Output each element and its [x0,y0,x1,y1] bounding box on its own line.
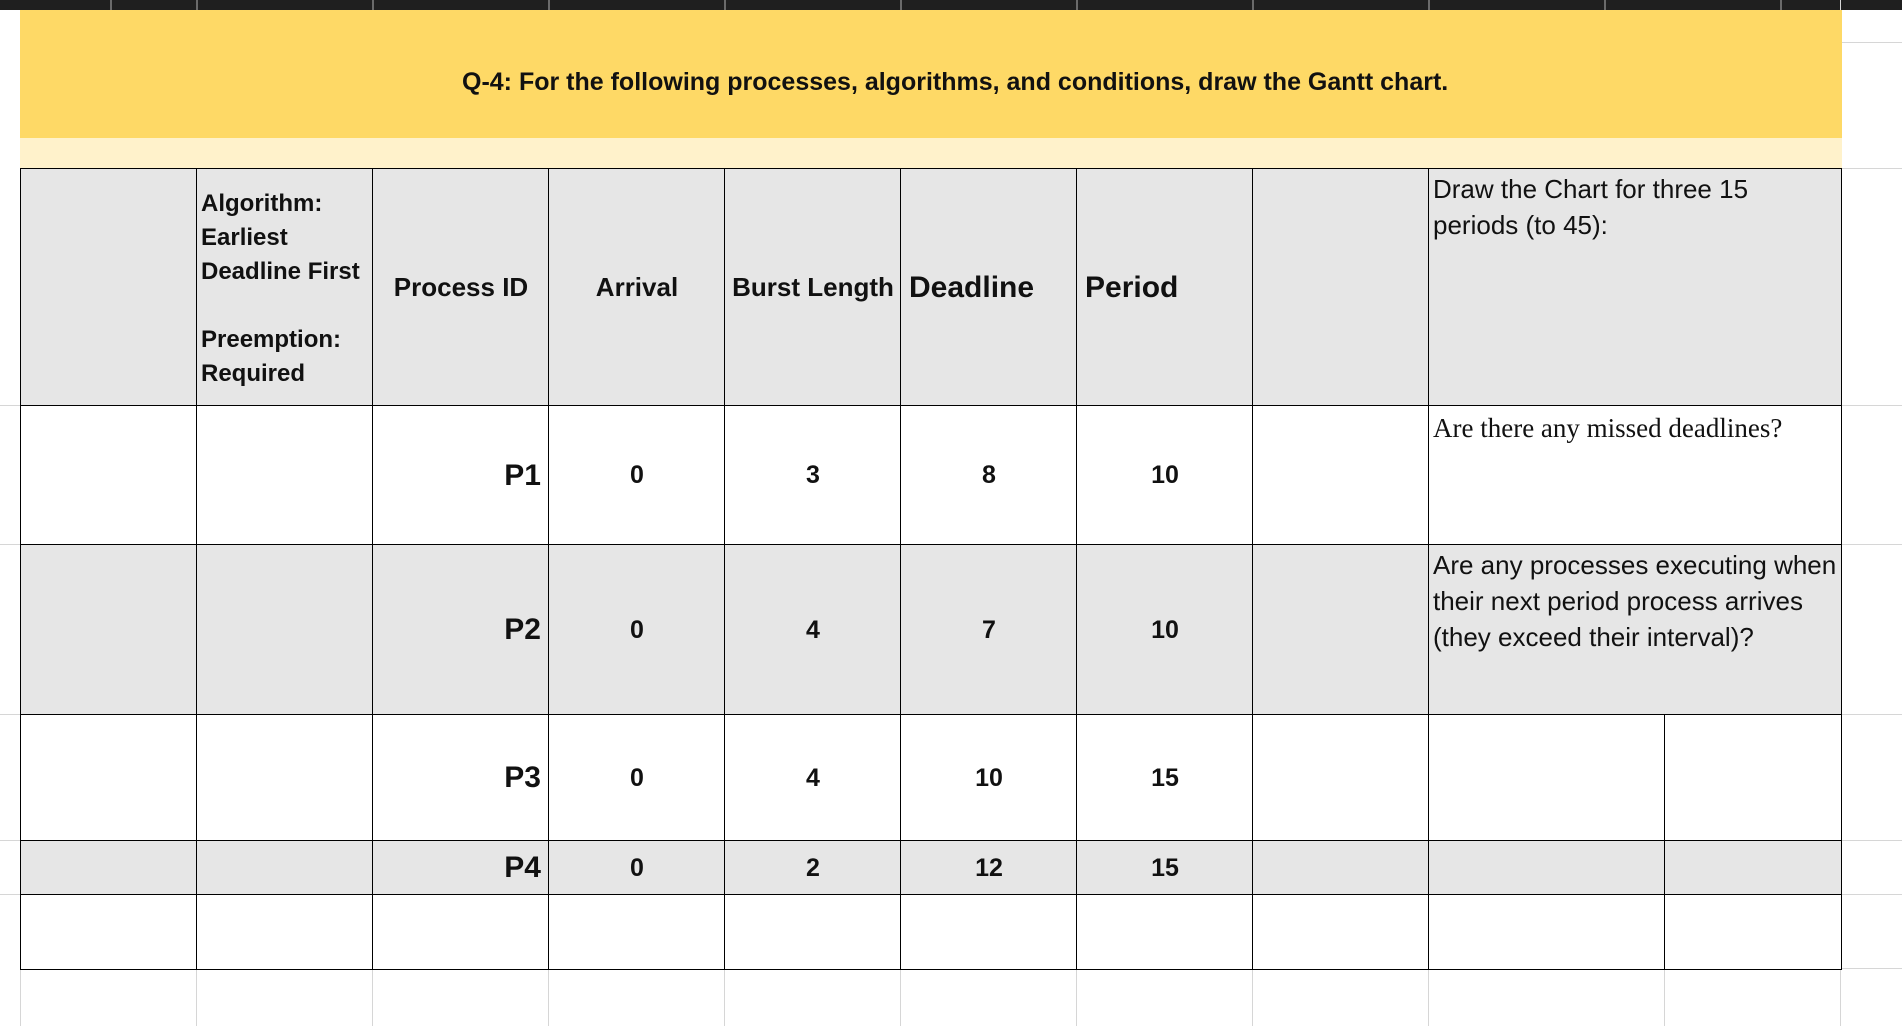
row5-cell-j[interactable] [1664,894,1842,970]
row2-cell-b[interactable] [196,544,374,716]
column-tick [548,0,550,10]
column-tick [196,0,198,10]
gridline [0,405,20,406]
row1-period[interactable] [1076,405,1254,546]
gridline [1252,968,1253,1026]
exceed-interval-cell[interactable] [1428,544,1842,716]
period-value: 15 [1151,763,1179,792]
header-process-id-label: Process ID [393,272,529,302]
deadline-value: 10 [975,763,1003,792]
row1-cell-a[interactable] [20,405,198,546]
gridline [1428,968,1429,1026]
pid-value: P2 [504,613,541,646]
title-banner[interactable] [20,10,1842,138]
header-process-id[interactable] [372,168,550,407]
header-burst[interactable] [724,168,902,407]
algorithm-line2: Deadline First [201,258,360,285]
row3-period[interactable] [1076,714,1254,842]
row5-cell-a[interactable] [20,894,198,970]
column-tick [1604,0,1606,10]
gridline [900,968,901,1026]
row2-empty[interactable] [1252,544,1430,716]
row5-cell-e[interactable] [724,894,902,970]
deadline-value: 12 [975,853,1003,882]
period-value: 15 [1151,853,1179,882]
row2-burst[interactable] [724,544,902,716]
row4-cell-a[interactable] [20,840,198,896]
header-empty[interactable] [1252,168,1430,407]
arrival-value: 0 [630,461,644,489]
gridline [1842,968,1902,969]
row3-pid[interactable] [372,714,550,842]
gridline [20,968,21,1026]
row3-empty[interactable] [1252,714,1430,842]
question-title: Q-4: For the following processes, algorithms, and conditions, draw the Gantt chart. [462,68,1449,96]
exceed-interval-text: Are any processes executing when their next period process arrives (they exceed their interval)? [1433,550,1837,652]
row5-cell-c[interactable] [372,894,550,970]
row4-empty-i[interactable] [1428,840,1666,896]
row1-pid[interactable] [372,405,550,546]
chart-prompt-text: Draw the Chart for three 15 periods (to 45): [1433,174,1749,240]
row2-pid[interactable] [372,544,550,716]
gridline [1842,168,1902,169]
column-tick [1252,0,1254,10]
period-value: 10 [1151,461,1179,489]
header-arrival[interactable] [548,168,726,407]
burst-value: 2 [806,853,820,882]
row5-cell-g[interactable] [1076,894,1254,970]
row2-deadline[interactable] [900,544,1078,716]
pid-value: P1 [504,458,541,492]
burst-value: 4 [806,615,820,644]
gridline [196,968,197,1026]
row1-deadline[interactable] [900,405,1078,546]
header-period[interactable] [1076,168,1254,407]
row3-deadline[interactable] [900,714,1078,842]
row3-cell-b[interactable] [196,714,374,842]
row5-cell-h[interactable] [1252,894,1430,970]
row4-empty-j[interactable] [1664,840,1842,896]
algorithm-label: Algorithm: [201,190,323,217]
gridline [1076,968,1077,1026]
row5-cell-d[interactable] [548,894,726,970]
algorithm-cell[interactable] [196,168,374,407]
pid-value: P3 [504,761,541,794]
preemption-label: Preemption: [201,326,342,353]
deadline-value: 7 [982,615,996,644]
gridline [1842,894,1902,895]
row2-cell-a[interactable] [20,544,198,716]
gridline [0,840,20,841]
header-arrival-label: Arrival [595,272,679,302]
row4-burst[interactable] [724,840,902,896]
row4-cell-b[interactable] [196,840,374,896]
gridline [1842,544,1902,545]
row4-deadline[interactable] [900,840,1078,896]
header-period-label: Period [1085,270,1179,304]
row5-cell-i[interactable] [1428,894,1666,970]
gridline [0,544,20,545]
row3-burst[interactable] [724,714,902,842]
gridline [1842,840,1902,841]
arrival-value: 0 [630,763,644,792]
gridline [1664,968,1665,1026]
gridline [1842,714,1902,715]
deadline-value: 8 [982,461,996,489]
row4-arrival[interactable] [548,840,726,896]
column-tick [110,0,112,10]
header-cell-a[interactable] [20,168,198,407]
row3-empty-i[interactable] [1428,714,1666,842]
chart-prompt-cell[interactable] [1428,168,1842,407]
row5-cell-f[interactable] [900,894,1078,970]
header-burst-label: Burst Length [732,272,894,302]
gridline [1842,405,1902,406]
row2-period[interactable] [1076,544,1254,716]
column-tick [1780,0,1782,10]
gridline [724,968,725,1026]
column-tick [724,0,726,10]
row1-empty[interactable] [1252,405,1430,546]
header-deadline-label: Deadline [909,270,1035,304]
period-value: 10 [1151,615,1179,644]
row3-arrival[interactable] [548,714,726,842]
gridline [372,968,373,1026]
row5-cell-b[interactable] [196,894,374,970]
column-tick [1428,0,1430,10]
missed-deadlines-cell[interactable] [1428,405,1842,546]
burst-value: 4 [806,763,820,792]
column-tick [1076,0,1078,10]
preemption-value: Required [201,360,306,387]
row3-empty-j[interactable] [1664,714,1842,842]
row4-pid[interactable] [372,840,550,896]
header-deadline[interactable] [900,168,1078,407]
row1-cell-b[interactable] [196,405,374,546]
row1-burst[interactable] [724,405,902,546]
row4-empty[interactable] [1252,840,1430,896]
pid-value: P4 [504,851,541,884]
missed-deadlines-text: Are there any missed deadlines? [1433,413,1783,443]
algorithm-line1: Earliest [201,224,288,251]
column-tick [372,0,374,10]
row2-arrival[interactable] [548,544,726,716]
gridline [548,968,549,1026]
arrival-value: 0 [630,853,644,882]
column-tick [900,0,902,10]
row3-cell-a[interactable] [20,714,198,842]
gridline [1842,42,1902,43]
banner-sub-row[interactable] [20,138,1842,168]
arrival-value: 0 [630,615,644,644]
row4-period[interactable] [1076,840,1254,896]
column-header-strip [0,0,1902,10]
gridline [0,714,20,715]
row1-arrival[interactable] [548,405,726,546]
gridline [0,894,20,895]
burst-value: 3 [806,461,820,489]
